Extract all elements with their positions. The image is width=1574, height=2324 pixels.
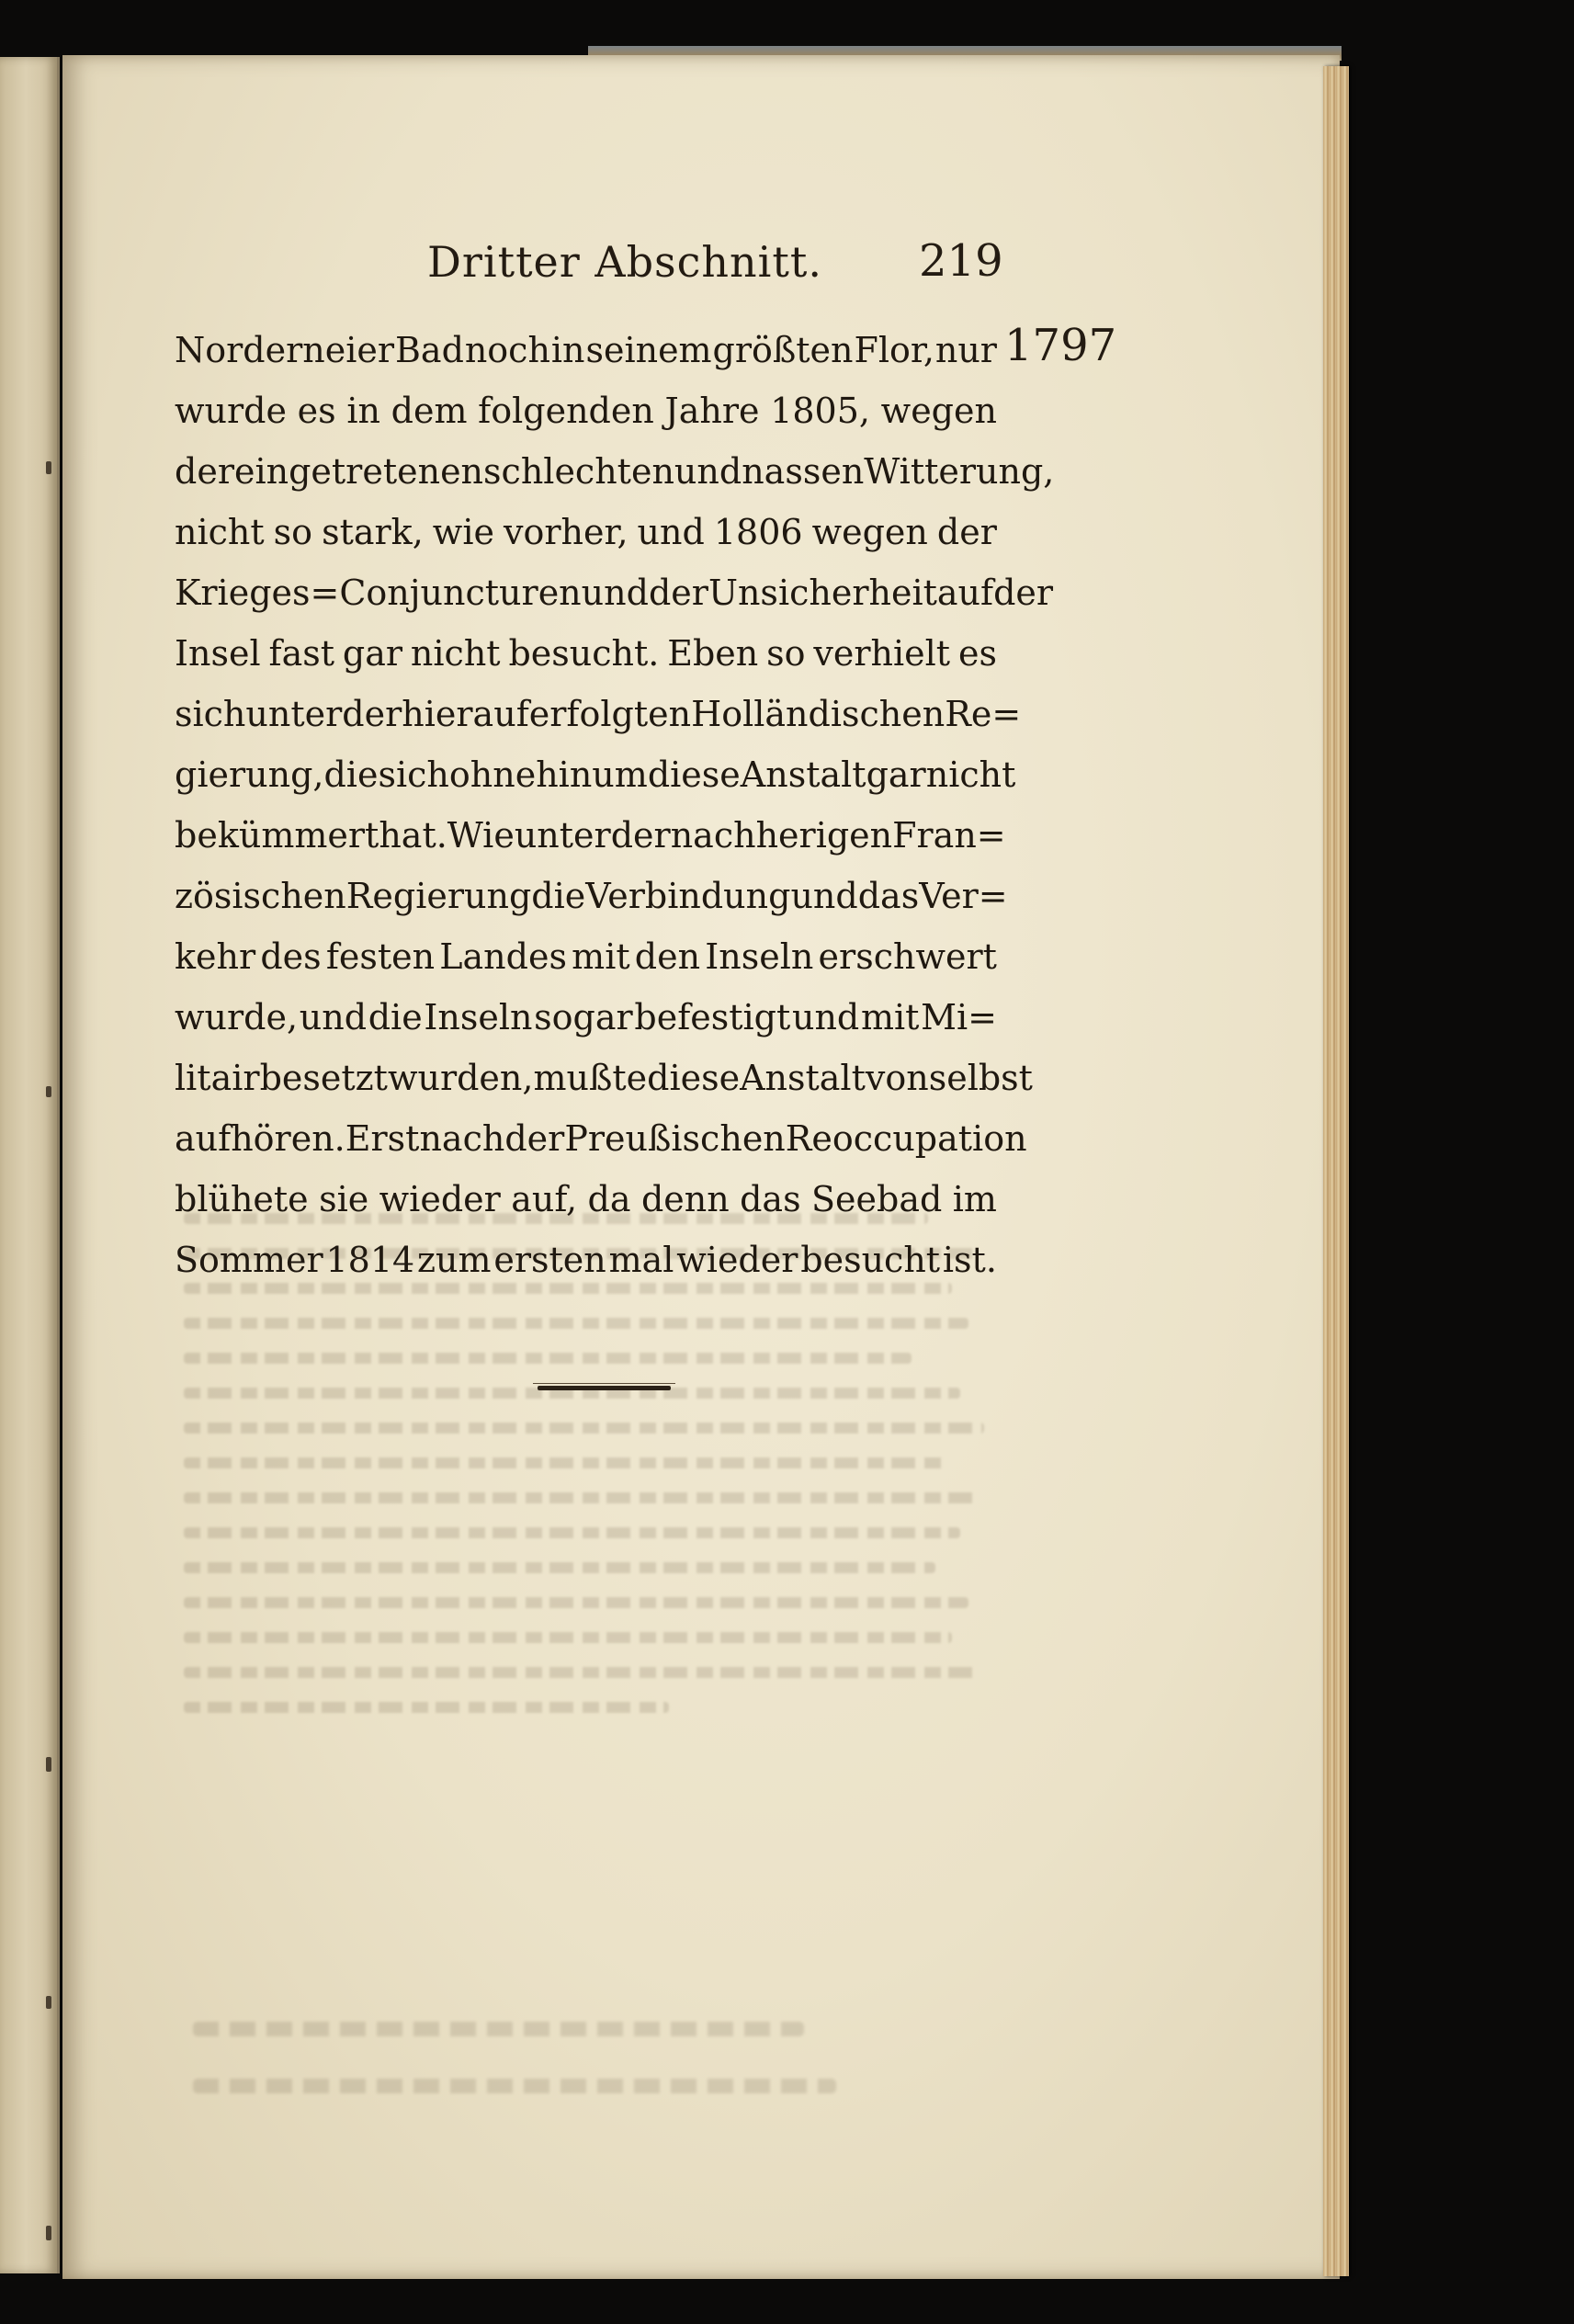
word: der (648, 572, 708, 613)
word: die (531, 876, 586, 916)
word: befestigt (634, 997, 791, 1037)
text-line (175, 1230, 997, 1290)
word: verhielt (813, 633, 951, 674)
word: den (634, 936, 701, 977)
word: Preußischen (564, 1118, 786, 1159)
text-line (175, 805, 1006, 866)
word: Re= (945, 694, 1022, 734)
word: erfolgten (528, 694, 692, 734)
word: Fran= (892, 815, 1006, 856)
word: 1805, (770, 391, 870, 431)
word: und (637, 512, 705, 552)
text-line (175, 502, 997, 562)
word: unter (514, 815, 611, 856)
word: ist. (942, 1240, 997, 1280)
word: wegen (811, 512, 928, 552)
word: 1806 (713, 512, 803, 552)
word: wie (432, 512, 494, 552)
word: Erst (345, 1118, 420, 1159)
word: Verbindung (585, 876, 791, 916)
word: der (175, 451, 234, 492)
word: nur (934, 330, 997, 370)
word: Witterung, (864, 451, 1055, 492)
binding-stitch (46, 1086, 51, 1097)
show-through-text (184, 1213, 992, 1948)
word: sie (319, 1179, 369, 1219)
word: auf, (511, 1179, 578, 1219)
word: Jahre (664, 391, 760, 431)
word: festen (325, 936, 436, 977)
facing-page-edge (0, 57, 60, 2273)
word: schlechten (483, 451, 674, 492)
word: besucht (800, 1240, 941, 1280)
word: dem (391, 391, 468, 431)
word: diese (647, 754, 741, 795)
word: gar (342, 633, 403, 674)
word: nicht (175, 512, 265, 552)
word: der (504, 1118, 565, 1159)
binding-stitch (46, 1757, 51, 1772)
word: kehr (175, 936, 256, 977)
text-line (175, 623, 997, 684)
word: Bad (394, 330, 464, 370)
text-line (175, 1048, 1033, 1108)
word: wegen (880, 391, 997, 431)
section-divider (538, 1386, 671, 1390)
show-through-text (193, 2022, 836, 2169)
word: und (674, 451, 742, 492)
word: und (299, 997, 368, 1037)
word: blühete (175, 1179, 309, 1219)
word: aufhören. (175, 1118, 345, 1159)
binding-stitch (46, 1996, 51, 2009)
word: wurde, (175, 997, 299, 1037)
word: seinem (585, 330, 712, 370)
margin-year-note: 1797 (1004, 320, 1117, 371)
word: und (581, 572, 649, 613)
text-line (175, 441, 1055, 502)
word: wurden, (387, 1058, 534, 1098)
word: in (346, 391, 380, 431)
word: gierung, (175, 754, 324, 795)
word: Seebad (811, 1179, 943, 1219)
word: besetzt (259, 1058, 388, 1098)
word: diese (647, 1058, 741, 1098)
text-line (175, 562, 1054, 623)
binding-stitch (46, 2226, 51, 2240)
word: 1814 (325, 1240, 415, 1280)
word: Landes (439, 936, 567, 977)
word: noch (464, 330, 550, 370)
word: im (952, 1179, 997, 1219)
word: größten (712, 330, 854, 370)
word: zum (417, 1240, 492, 1280)
word: so (766, 633, 806, 674)
word: sich (378, 754, 449, 795)
text-line (175, 987, 997, 1048)
word: Eben (667, 633, 759, 674)
word: um (592, 754, 648, 795)
word: Anstalt (740, 1058, 866, 1098)
word: der (993, 572, 1054, 613)
word: mal (608, 1240, 674, 1280)
word: Anstalt (740, 754, 866, 795)
word: wurde (175, 391, 287, 431)
word: Regierung (345, 876, 532, 916)
word: das (857, 876, 920, 916)
word: nicht (925, 754, 1016, 795)
word: Norderneier (175, 330, 395, 370)
text-line (175, 744, 1016, 805)
word: Ver= (919, 876, 1008, 916)
word: mußte (533, 1058, 648, 1098)
word: zösischen (175, 876, 346, 916)
word: in (550, 330, 585, 370)
word: stark, (322, 512, 424, 552)
text-line (175, 866, 1008, 926)
word: Mi= (921, 997, 997, 1037)
word: hat. (379, 815, 447, 856)
word: folgenden (478, 391, 654, 431)
word: des (260, 936, 322, 977)
word: das (740, 1179, 801, 1219)
word: und (791, 997, 860, 1037)
word: und (790, 876, 858, 916)
word: ohnehin (448, 754, 593, 795)
word: so (273, 512, 313, 552)
section-divider-hairline (533, 1383, 675, 1384)
text-line (175, 1108, 1027, 1169)
word: sogar (534, 997, 633, 1037)
word: besucht. (508, 633, 660, 674)
word: nachherigen (670, 815, 893, 856)
word: wieder (676, 1240, 798, 1280)
word: sich (175, 694, 246, 734)
word: der (610, 815, 671, 856)
word: litair (175, 1058, 260, 1098)
word: Reoccupation (785, 1118, 1027, 1159)
word: fast (268, 633, 335, 674)
body-text (175, 320, 1055, 1290)
word: auf (936, 572, 994, 613)
word: Wie (447, 815, 515, 856)
word: da (587, 1179, 631, 1219)
word: die (323, 754, 379, 795)
word: nach (419, 1118, 505, 1159)
word: Flor, (854, 330, 934, 370)
word: Unsicherheit (708, 572, 937, 613)
word: gar (866, 754, 926, 795)
word: die (368, 997, 423, 1037)
word: es (297, 391, 336, 431)
word: bekümmert (175, 815, 379, 856)
text-line (175, 684, 1022, 744)
word: wieder (379, 1179, 501, 1219)
word: Inseln (424, 997, 533, 1037)
word: vorher, (503, 512, 628, 552)
text-line (175, 1169, 997, 1230)
word: eingetretenen (233, 451, 484, 492)
word: erschwert (818, 936, 997, 977)
text-line (175, 380, 997, 441)
text-line (175, 320, 997, 380)
word: Insel (175, 633, 261, 674)
word: unter (245, 694, 343, 734)
word: der (936, 512, 997, 552)
binding-stitch (46, 461, 51, 474)
word: Krieges=Conjuncturen (175, 572, 582, 613)
page-stack-edge (1323, 66, 1349, 2276)
word: nicht (410, 633, 501, 674)
word: mit (572, 936, 630, 977)
text-line (175, 926, 997, 987)
word: von (865, 1058, 929, 1098)
word: selbst (928, 1058, 1033, 1098)
page-number: 219 (919, 235, 1003, 287)
running-head: Dritter Abschnitt. (427, 237, 822, 287)
word: Sommer (175, 1240, 323, 1280)
word: denn (640, 1179, 730, 1219)
word: Holländischen (691, 694, 946, 734)
word: es (957, 633, 997, 674)
word: der (342, 694, 402, 734)
word: ersten (493, 1240, 606, 1280)
word: Inseln (705, 936, 814, 977)
word: hierauf (402, 694, 529, 734)
word: mit (860, 997, 920, 1037)
word: nassen (742, 451, 865, 492)
